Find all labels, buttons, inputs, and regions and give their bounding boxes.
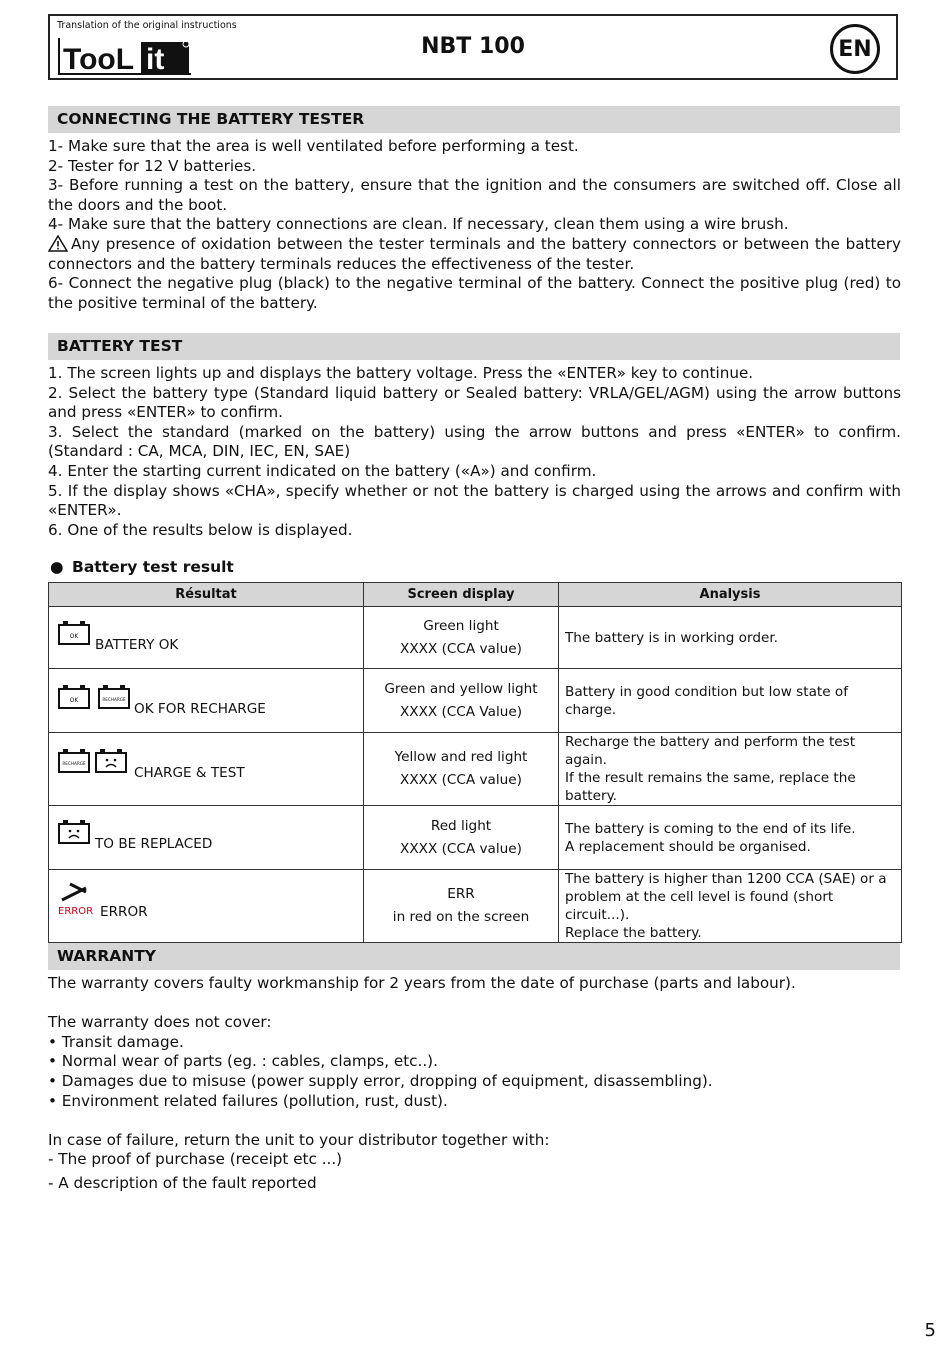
battery-test-steps <box>48 364 901 540</box>
icon-text-ok: OK <box>69 697 79 704</box>
status-label: ERROR <box>100 904 148 920</box>
instruction-4: 4- Make sure that the battery connections are clean. If necessary, clean them using a wire brush. <box>48 215 789 234</box>
failure-item: - A description of the fault reported <box>48 1173 317 1192</box>
battery-recharge-icon <box>98 685 130 709</box>
warning-icon <box>48 235 68 252</box>
not-cover-item: • Transit damage. <box>48 1032 184 1051</box>
model-name: NBT 100 <box>421 34 525 59</box>
status-cell <box>49 733 364 806</box>
analysis-cell <box>559 870 902 943</box>
connecting-instructions <box>48 137 901 313</box>
clamp-icon <box>60 882 90 902</box>
failure-item: - The proof of purchase (receipt etc ...) <box>48 1150 343 1169</box>
table-row <box>49 806 902 870</box>
display-cell <box>364 733 559 806</box>
test-step-3: 3. Select the standard (marked on the battery) using the arrow buttons and press «ENTER» to confirm. (Standard : CA, MCA, DIN, IEC, EN, SAE) <box>48 422 901 461</box>
error-icon-text: ERROR <box>58 906 94 917</box>
page-header <box>48 14 898 80</box>
svg-text:it: it <box>146 43 165 76</box>
display-line: Yellow and red light <box>394 749 528 765</box>
header-result: Résultat <box>49 583 364 607</box>
header-analysis: Analysis <box>559 583 902 607</box>
bullet-dot: ● <box>50 558 64 576</box>
analysis-line: The battery is higher than 1200 CCA (SAE) or a <box>565 871 887 887</box>
warning-paragraph <box>48 235 901 274</box>
result-subtitle <box>50 558 234 576</box>
display-cell <box>364 607 559 669</box>
test-step-5: 5. If the display shows «CHA», specify whether or not the battery is charged using the arrows and confirm with «ENTER». <box>48 481 901 520</box>
status-label: TO BE REPLACED <box>95 836 213 852</box>
section-title-warranty: WARRANTY <box>48 943 900 970</box>
status-label: CHARGE & TEST <box>134 765 245 781</box>
instruction-2: 2- Tester for 12 V batteries. <box>48 156 257 175</box>
not-cover-item: • Normal wear of parts (eg. : cables, clamps, etc..). <box>48 1052 438 1071</box>
analysis-line: Battery in good condition but low state of charge. <box>565 683 849 718</box>
language-badge: EN <box>830 24 880 74</box>
analysis-line: A replacement should be organised. <box>565 838 811 855</box>
warranty-not-cover-title: The warranty does not cover: <box>48 1013 272 1032</box>
table-row <box>49 669 902 733</box>
analysis-cell <box>559 806 902 870</box>
test-step-6: 6. One of the results below is displayed. <box>48 520 353 539</box>
status-cell <box>49 806 364 870</box>
result-subtitle-text: Battery test result <box>72 558 234 576</box>
display-line: XXXX (CCA Value) <box>399 703 523 720</box>
page-number: 5 <box>924 1320 936 1341</box>
warranty-coverage: The warranty covers faulty workmanship for 2 years from the date of purchase (parts and labour). <box>48 974 796 992</box>
test-step-4: 4. Enter the starting current indicated on the battery («A») and confirm. <box>48 461 597 480</box>
failure-title: In case of failure, return the unit to your distributor together with: <box>48 1130 550 1149</box>
display-line: Green and yellow light <box>384 680 538 697</box>
battery-ok-icon <box>58 685 90 709</box>
analysis-line: If the result remains the same, replace the battery. <box>565 770 856 804</box>
table-row <box>49 870 902 943</box>
analysis-line: The battery is in working order. <box>565 629 778 646</box>
battery-sad-icon <box>95 749 127 773</box>
test-step-1: 1. The screen lights up and displays the battery voltage. Press the «ENTER» key to continue. <box>48 364 754 382</box>
not-cover-item: • Damages due to misuse (power supply error, dropping of equipment, disassembling). <box>48 1071 713 1090</box>
display-line: Red light <box>430 817 492 834</box>
status-cell <box>49 870 364 943</box>
status-cell <box>49 607 364 669</box>
warranty-body <box>48 974 901 1194</box>
translation-note: Translation of the original instructions <box>57 20 237 31</box>
instruction-3: 3- Before running a test on the battery, ensure that the ignition and the consumers are switched off. Close all the doors and the boot. <box>48 176 901 214</box>
table-row <box>49 733 902 806</box>
spacer <box>48 994 901 1014</box>
warning-text: Any presence of oxidation between the tester terminals and the battery connectors or between the battery connectors and the battery terminals reduces the effectiveness of the tester. <box>48 234 901 273</box>
icon-text-recharge: RECHARGE <box>62 761 86 766</box>
status-label: OK FOR RECHARGE <box>134 701 266 717</box>
not-cover-item: • Environment related failures (pollution, rust, dust). <box>48 1091 448 1110</box>
icon-text-ok: OK <box>69 633 79 640</box>
section-title-connecting: CONNECTING THE BATTERY TESTER <box>48 106 900 133</box>
table-header-row <box>49 583 902 607</box>
section-title-battery-test: BATTERY TEST <box>48 333 900 360</box>
battery-recharge-icon <box>58 749 90 773</box>
status-label: BATTERY OK <box>95 637 179 653</box>
analysis-cell <box>559 607 902 669</box>
battery-ok-icon <box>58 621 90 645</box>
display-line: Green light <box>423 617 499 634</box>
svg-text:TooL: TooL <box>63 43 135 76</box>
analysis-line: Recharge the battery and perform the test again. <box>565 734 856 768</box>
test-step-2: 2. Select the battery type (Standard liquid battery or Sealed battery: VRLA/GEL/AGM) using the arrow buttons and press «ENTER» to confirm. <box>48 383 901 422</box>
analysis-line: The battery is coming to the end of its life. <box>565 820 856 837</box>
icon-text-recharge: RECHARGE <box>102 697 126 702</box>
table-row <box>49 607 902 669</box>
analysis-cell <box>559 733 902 806</box>
instruction-1: 1- Make sure that the area is well ventilated before performing a test. <box>48 137 579 155</box>
display-cell <box>364 806 559 870</box>
spacer <box>48 1111 901 1131</box>
display-line: XXXX (CCA value) <box>400 640 522 657</box>
analysis-line: problem at the cell level is found (short circuit...). <box>565 889 834 923</box>
display-cell <box>364 870 559 943</box>
status-cell <box>49 669 364 733</box>
header-display: Screen display <box>364 583 559 607</box>
display-line: in red on the screen <box>392 909 530 925</box>
analysis-cell <box>559 669 902 733</box>
instruction-6: 6- Connect the negative plug (black) to the negative terminal of the battery. Connect the positive plug (red) to the positive terminal of the battery. <box>48 274 901 312</box>
display-line: ERR <box>447 886 475 902</box>
analysis-line: Replace the battery. <box>565 925 702 941</box>
display-line: XXXX (CCA value) <box>400 840 522 857</box>
display-cell <box>364 669 559 733</box>
results-table <box>48 582 902 943</box>
battery-sad-icon <box>58 820 90 844</box>
display-line: XXXX (CCA value) <box>400 772 522 788</box>
